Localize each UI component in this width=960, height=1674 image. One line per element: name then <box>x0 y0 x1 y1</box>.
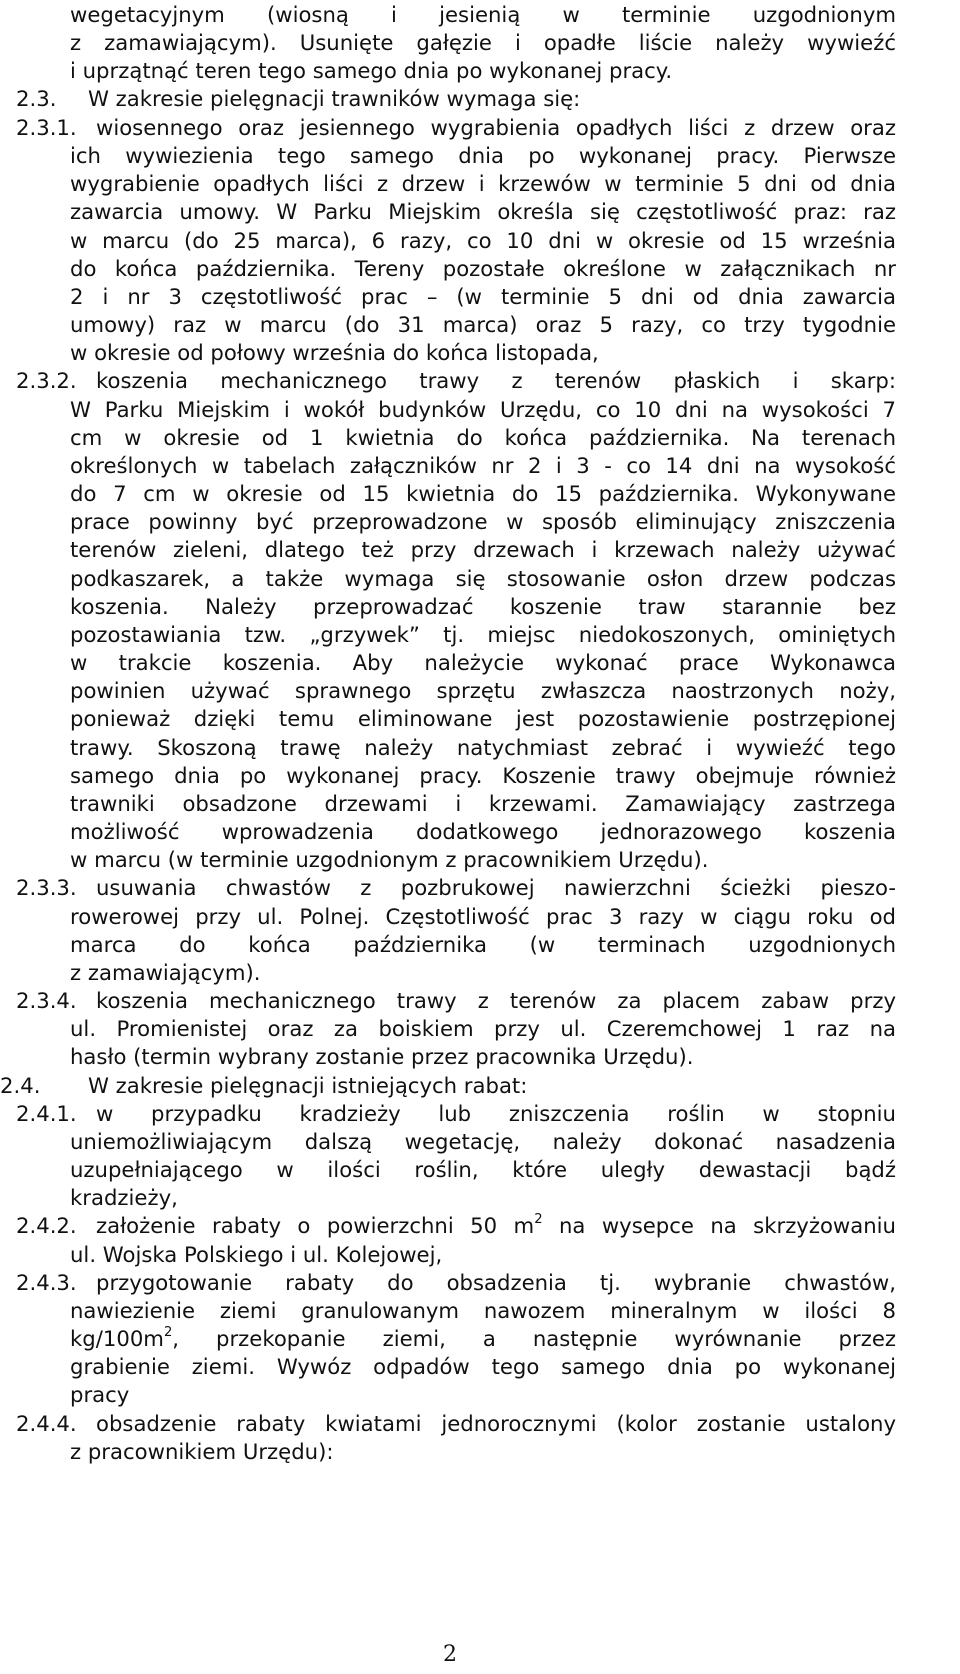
paragraph-line: umowy) raz w marcu (do 31 marca) oraz 5 razy, co trzy tygodnie <box>70 312 896 337</box>
paragraph-line: i uprzątnąć teren tego samego dnia po wykonanej pracy. <box>70 58 673 83</box>
paragraph-line: do końca października. Tereny pozostałe określone w załącznikach nr <box>70 256 896 281</box>
item-number: 2.4.1. <box>16 1101 77 1126</box>
item-number: 2.3.4. <box>16 988 77 1013</box>
paragraph-line: pozostawiania tzw. „grzywek” tj. miejsc niedokoszonych, ominiętych <box>70 622 896 647</box>
paragraph-line: usuwania chwastów z pozbrukowej nawierzchni ścieżki pieszo- <box>96 875 896 900</box>
paragraph-line: hasło (termin wybrany zostanie przez pracownika Urzędu). <box>70 1044 694 1069</box>
paragraph-line: określonych w tabelach załączników nr 2 i 3 - co 14 dni na wysokość <box>70 453 896 478</box>
item-number: 2.4.3. <box>16 1270 77 1295</box>
line-text: , przekopanie ziemi, a następnie wyrównanie przez <box>172 1326 896 1351</box>
item-number: 2.3.3. <box>16 875 77 900</box>
line-text: na wysepce na skrzyżowaniu <box>542 1213 896 1238</box>
paragraph-line: samego dnia po wykonanej pracy. Koszenie trawy obejmuje również <box>70 763 896 788</box>
item-number: 2.3.2. <box>16 368 77 393</box>
section-number: 2.3. <box>16 86 57 111</box>
paragraph-line: w marcu (do 25 marca), 6 razy, co 10 dni w okresie od 15 września <box>70 228 896 253</box>
paragraph-line: ul. Wojska Polskiego i ul. Kolejowej, <box>70 1242 443 1267</box>
section-heading: W zakresie pielęgnacji istniejących rabat: <box>88 1073 528 1098</box>
paragraph-line: trawy. Skoszoną trawę należy natychmiast zebrać i wywieźć tego <box>70 735 896 760</box>
paragraph-line: wygrabienie opadłych liści z drzew i krzewów w terminie 5 dni od dnia <box>70 171 896 196</box>
paragraph-line: przygotowanie rabaty do obsadzenia tj. wybranie chwastów, <box>96 1270 896 1295</box>
paragraph-line: marca do końca października (w terminach uzgodnionych <box>70 932 896 957</box>
superscript: 2 <box>163 1324 173 1340</box>
paragraph-line: terenów zieleni, dlatego też przy drzewach i krzewach należy używać <box>70 537 896 562</box>
paragraph-line: cm w okresie od 1 kwietnia do końca października. Na terenach <box>70 425 896 450</box>
paragraph-line: 2 i nr 3 częstotliwość prac – (w terminie 5 dni od dnia zawarcia <box>70 284 896 309</box>
paragraph-line: z zamawiającym). Usunięte gałęzie i opadłe liście należy wywieźć <box>70 30 896 55</box>
paragraph-line: podkaszarek, a także wymaga się stosowanie osłon drzew podczas <box>70 566 896 591</box>
paragraph-line: kradzieży, <box>70 1185 178 1210</box>
paragraph-line <box>96 1211 896 1241</box>
paragraph-line: W Parku Miejskim i wokół budynków Urzędu, co 10 dni na wysokości 7 <box>70 397 896 422</box>
paragraph-line: z pracownikiem Urzędu): <box>70 1439 334 1464</box>
paragraph-line: pracy <box>70 1382 130 1407</box>
paragraph-line: rowerowej przy ul. Polnej. Częstotliwość prac 3 razy w ciągu roku od <box>70 904 896 929</box>
paragraph-line: możliwość wprowadzenia dodatkowego jednorazowego koszenia <box>70 819 896 844</box>
paragraph-line: uniemożliwiającym dalszą wegetację, należy dokonać nasadzenia <box>70 1129 896 1154</box>
line-text: założenie rabaty o powierzchni 50 m <box>96 1213 535 1238</box>
paragraph-line: obsadzenie rabaty kwiatami jednorocznymi (kolor zostanie ustalony <box>96 1411 896 1436</box>
paragraph-line: koszenia mechanicznego trawy z terenów płaskich i skarp: <box>96 368 896 393</box>
item-number: 2.3.1. <box>16 115 77 140</box>
paragraph-line: ul. Promienistej oraz za boiskiem przy ul. Czeremchowej 1 raz na <box>70 1016 896 1041</box>
item-number: 2.4.4. <box>16 1411 77 1436</box>
paragraph-line: w przypadku kradzieży lub zniszczenia roślin w stopniu <box>96 1101 896 1126</box>
superscript: 2 <box>534 1211 543 1227</box>
paragraph-line: uzupełniającego w ilości roślin, które uległy dewastacji bądź <box>70 1157 896 1182</box>
paragraph-line: ponieważ dzięki temu eliminowane jest pozostawienie postrzępionej <box>70 706 896 731</box>
paragraph-line: wiosennego oraz jesiennego wygrabienia opadłych liści z drzew oraz <box>96 115 896 140</box>
paragraph-line: prace powinny być przeprowadzone w sposób eliminujący zniszczenia <box>70 509 896 534</box>
paragraph-line: w trakcie koszenia. Aby należycie wykonać prace Wykonawca <box>70 650 896 675</box>
paragraph-line: ich wywiezienia tego samego dnia po wykonanej pracy. Pierwsze <box>70 143 896 168</box>
paragraph-line: do 7 cm w okresie od 15 kwietnia do 15 października. Wykonywane <box>70 481 896 506</box>
paragraph-line <box>70 1324 896 1354</box>
item-number: 2.4.2. <box>16 1213 77 1238</box>
paragraph-line: nawiezienie ziemi granulowanym nawozem mineralnym w ilości 8 <box>70 1298 896 1323</box>
paragraph-line: powinien używać sprawnego sprzętu zwłaszcza naostrzonych noży, <box>70 678 896 703</box>
paragraph-line: zawarcia umowy. W Parku Miejskim określa się częstotliwość praz: raz <box>70 199 896 224</box>
paragraph-line: w marcu (w terminie uzgodnionym z pracownikiem Urzędu). <box>70 847 709 872</box>
section-heading: W zakresie pielęgnacji trawników wymaga się: <box>88 86 581 111</box>
paragraph-line: w okresie od połowy września do końca listopada, <box>70 340 599 365</box>
paragraph-line: grabienie ziemi. Wywóz odpadów tego samego dnia po wykonanej <box>70 1354 896 1379</box>
page-number: 2 <box>443 1642 457 1667</box>
paragraph-line: koszenia. Należy przeprowadzać koszenie traw starannie bez <box>70 594 896 619</box>
paragraph-line: z zamawiającym). <box>70 960 261 985</box>
section-number: 2.4. <box>0 1073 41 1098</box>
paragraph-line: wegetacyjnym (wiosną i jesienią w terminie uzgodnionym <box>70 2 896 27</box>
paragraph-line: trawniki obsadzone drzewami i krzewami. Zamawiający zastrzega <box>70 791 896 816</box>
paragraph-line: koszenia mechanicznego trawy z terenów za placem zabaw przy <box>96 988 896 1013</box>
line-text: kg/100m <box>70 1326 164 1351</box>
